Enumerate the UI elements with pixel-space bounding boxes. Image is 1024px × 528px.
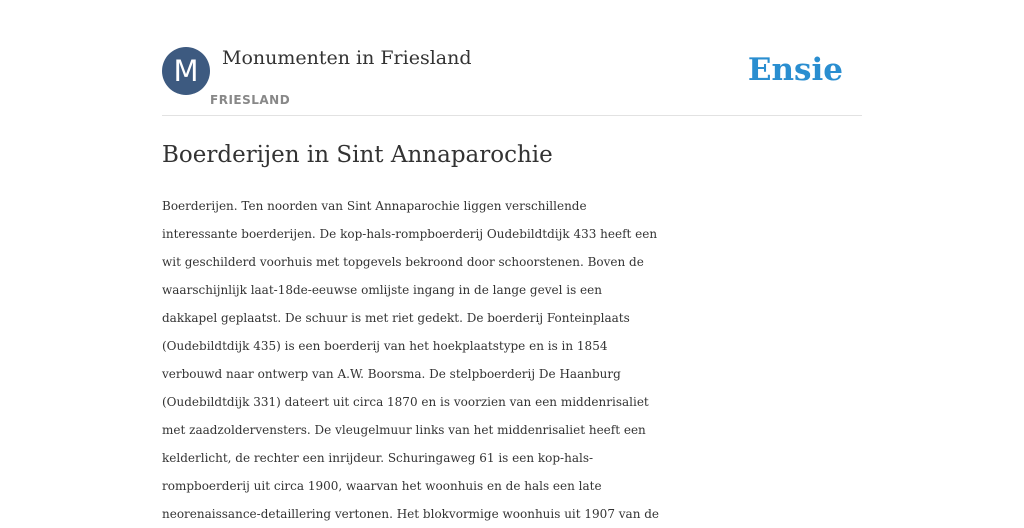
source-title-link[interactable]: Monumenten in Friesland: [222, 47, 472, 69]
body-line: dakkapel geplaatst. De schuur is met riet gedekt. De boerderij Fonteinplaats: [162, 311, 630, 325]
source-header: [162, 46, 862, 116]
body-line: rompboerderij uit circa 1900, waarvan het woonhuis en de hals een late: [162, 479, 602, 493]
article-body: [162, 192, 872, 528]
ensie-logo[interactable]: Ensie: [747, 52, 843, 88]
body-line: (Oudebildtdijk 435) is een boerderij van het hoekplaatstype en is in 1854: [162, 339, 608, 353]
body-line: kelderlicht, de rechter een inrijdeur. Schuringaweg 61 is een kop-hals-: [162, 451, 594, 465]
body-line: met zaadzoldervensters. De vleugelmuur links van het middenrisaliet heeft een: [162, 423, 646, 437]
body-line: neorenaissance-detaillering vertonen. Het blokvormige woonhuis uit 1907 van de: [162, 507, 660, 521]
body-line: (Oudebildtdijk 331) dateert uit circa 1870 en is voorzien van een middenrisaliet: [162, 395, 649, 409]
body-line: verbouwd naar ontwerp van A.W. Boorsma. De stelpboerderij De Haanburg: [162, 367, 621, 381]
page-title: Boerderijen in Sint Annaparochie: [162, 142, 553, 168]
avatar[interactable]: M: [162, 47, 210, 95]
source-subtitle: FRIESLAND: [210, 93, 291, 107]
body-line: waarschijnlijk laat-18de-eeuwse omlijste ingang in de lange gevel is een: [162, 283, 602, 297]
body-line: interessante boerderijen. De kop-hals-rompboerderij Oudebildtdijk 433 heeft een: [162, 227, 658, 241]
header-divider: [162, 115, 862, 116]
body-line: wit geschilderd voorhuis met topgevels bekroond door schoorstenen. Boven de: [162, 255, 644, 269]
body-line: Boerderijen. Ten noorden van Sint Annaparochie liggen verschillende: [162, 199, 587, 213]
